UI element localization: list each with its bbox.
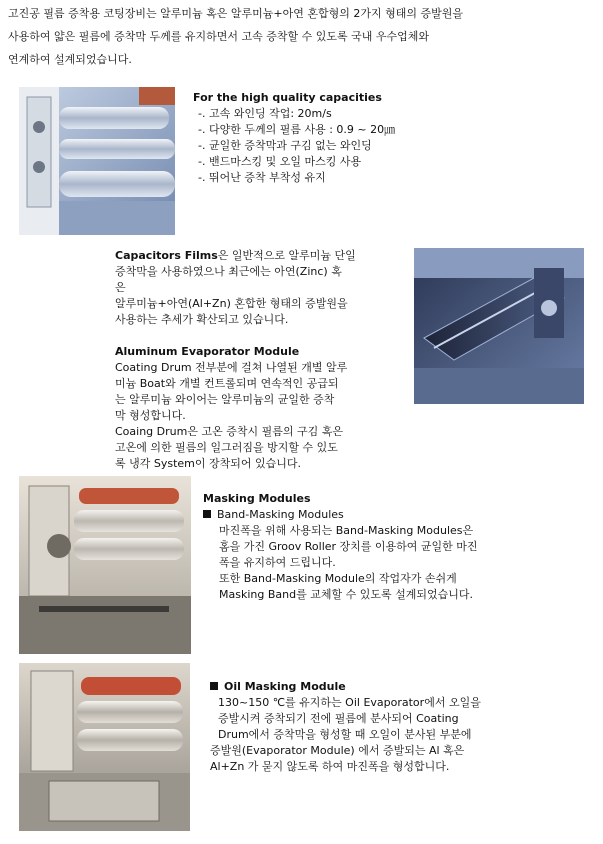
section-title: Oil Masking Module [224,680,346,693]
list-item: -. 고속 와인딩 작업: 20m/s [198,107,332,120]
paragraph-line: Masking Band를 교체할 수 있도록 설계되었습니다. [219,588,473,601]
intro-paragraph [8,5,463,68]
intro-line: 사용하여 얇은 필름에 증착막 두께를 유지하면서 고속 증착할 수 있도록 국내 우수업체와 [8,30,429,43]
paragraph-line: 또한 Band-Masking Module의 작업자가 손쉬게 [219,572,457,585]
paragraph-line: Coaing Drum은 고온 증착시 필름의 구김 혹은 [115,425,343,438]
paragraph-line: 증발원(Evaporator Module) 에서 증발되는 Al 혹은 [210,744,465,757]
section-evaporator [115,344,347,472]
paragraph-line: 증착막을 사용하였으나 최근에는 아연(Zinc) 혹 [115,265,342,278]
paragraph-line: 록 냉각 System이 장착되어 있습니다. [115,457,302,470]
intro-line: 고진공 필름 증착용 코팅장비는 알루미늄 혹은 알루미늄+아연 혼합형의 2가지 형태의 증발원을 [8,7,463,20]
section-title: Capacitors Films [115,249,218,262]
section-title: Aluminum Evaporator Module [115,345,300,358]
paragraph-line: 폭을 유지하여 드립니다. [219,556,336,569]
evaporator-module-photo [414,248,584,404]
section-title: For the high quality capacities [193,91,382,104]
section-capacitors [115,248,356,328]
paragraph-line: 증발시켜 증착되기 전에 필름에 분사되어 Coating [218,712,459,725]
list-item: -. 뛰어난 증착 부착성 유지 [198,171,326,184]
paragraph-line: Al+Zn 가 묻지 않도록 하여 마진폭을 형성합니다. [210,760,450,773]
paragraph-line: 은 [115,281,126,294]
bullet-label: Band-Masking Modules [217,508,344,521]
paragraph-line: Coating Drum 전부분에 걸쳐 나열된 개별 알루 [115,361,348,374]
section-high-quality [193,90,395,186]
square-bullet-icon [203,510,211,518]
paragraph-line: 막 형성합니다. [115,409,186,422]
oil-masking-photo [19,663,190,831]
paragraph-line: 알루미늄+아연(Al+Zn) 혼합한 형태의 증발원을 [115,297,348,310]
winding-machine-photo [19,87,175,235]
section-masking [203,491,478,603]
paragraph-line: Drum에서 증착막을 형성할 때 오일이 분사된 부분에 [218,728,472,741]
paragraph-line: 사용하는 추세가 확산되고 있습니다. [115,313,289,326]
paragraph-line: 홈을 가진 Groov Roller 장치를 이용하여 균일한 마진 [219,540,478,553]
section-oil-masking [210,679,481,775]
square-bullet-icon [210,682,218,690]
paragraph-line: 마진폭을 위해 사용되는 Band-Masking Modules은 [219,524,474,537]
paragraph-line: 는 알루미늄 와이어는 알루미늄의 균일한 증착 [115,393,335,406]
paragraph-line: 고온에 의한 필름의 일그러짐을 방지할 수 있도 [115,441,338,454]
list-item: -. 다양한 두께의 필름 사용 : 0.9 ~ 20㎛ [198,123,396,136]
list-item: -. 균일한 증착막과 구김 없는 와인딩 [198,139,372,152]
paragraph-line: 130~150 ℃를 유지하는 Oil Evaporator에서 오일을 [218,696,481,709]
band-masking-photo [19,476,191,654]
paragraph-line: 미늄 Boat와 개별 컨트롤되며 연속적인 공급되 [115,377,339,390]
list-item: -. 밴드마스킹 및 오일 마스킹 사용 [198,155,362,168]
paragraph-line: 은 일반적으로 알루미늄 단일 [217,249,356,262]
intro-line: 연계하여 설계되었습니다. [8,53,132,66]
section-title: Masking Modules [203,492,311,505]
